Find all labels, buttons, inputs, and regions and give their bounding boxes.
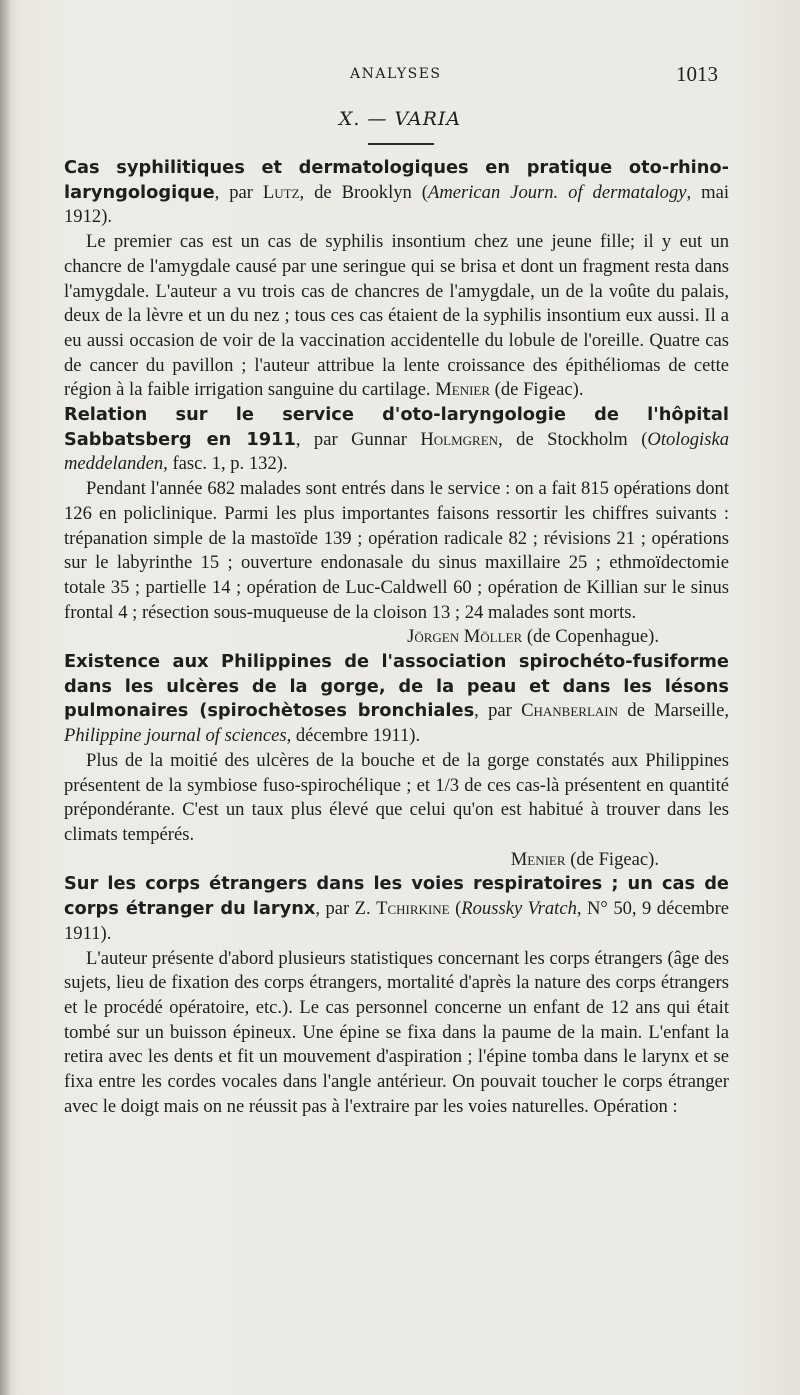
article-1-place: , de Brooklyn ( [299, 181, 428, 203]
article-2-signature-place: (de Copenhague). [522, 626, 659, 648]
article-2-author: Holmgren [420, 428, 499, 450]
article-2-date: , fasc. 1, p. 132). [163, 453, 288, 475]
article-4-title: Sur les corps étrangers dans les voies respiratoires ; un cas de corps étranger du larynx [64, 873, 729, 920]
article-2-title: Relation sur le service d'oto-laryngologie de l'hôpital Sabbatsberg en 1911 [64, 404, 729, 450]
article-2 [64, 403, 729, 650]
article-2-signature [64, 625, 729, 650]
article-3-title: Existence aux Philippines de l'association spirochéto-fusiforme dans les ulcères de la gorge, de la peau et dans les lésons pulmonaires (spirochètoses bronchiales [64, 651, 729, 722]
article-2-body: Pendant l'année 682 malades sont entrés dans le service : on a fait 815 opérations dont 126 en policlinique. Parmi les plus importantes faisons ressortir les chiffres suivants : trépanation simple de la mastoïde 139 ; opération radicale 82 ; révisions 21 ; opérations sur le labyrinthe 15 ; ouverture endonasale du sinus maxillaire 25 ; ethmoïdectomie totale 35 ; partielle 14 ; opération de Luc-Caldwell 60 ; opération de Killian sur le sinus frontal 4 ; résection sous-muqueuse de la cloison 13 ; 24 malades sont morts. [64, 478, 729, 623]
article-4-heading [64, 872, 729, 946]
article-1-body [64, 230, 729, 403]
page-header [0, 62, 800, 88]
article-3-signature-place: (de Figeac). [565, 848, 659, 870]
article-1 [64, 156, 729, 403]
article-3-signature-name: Menier [510, 848, 566, 870]
article-3-journal: Philippine journal of sciences [64, 725, 287, 747]
article-2-place: , de Stockholm ( [498, 428, 648, 450]
article-1-title: Cas syphilitiques et dermatologiques en pratique oto-rhino-laryngologique [64, 157, 729, 203]
section-title: X. — VARIA [338, 108, 462, 130]
article-4-body: L'auteur présente d'abord plusieurs statistiques concernant les corps étrangers (âge des sujets, lieu de fixation des corps étrangers, mortalité d'après la nature des corps étrangers et le procédé opératoire, etc.). Le cas personnel concerne un enfant de 12 ans qui était tombé sur un buisson épineux. Une épine se fixa dans la paume de la main. L'enfant la retira avec les dents et fit un mouvement d'aspiration ; l'épine tomba dans le larynx et se fixa entre les cordes vocales dans l'angle antérieur. On pouvait toucher le corps étranger avec le doigt mais on ne réussit pas à l'extraire par les voies naturelles. Opération : [64, 947, 729, 1117]
article-4-by: , par Z. [315, 898, 377, 920]
article-2-by: , par Gunnar [295, 428, 421, 450]
article-1-body-text: Le premier cas est un cas de syphilis insontium chez une jeune fille; il y eut un chancre de l'amygdale causé par une seringue qui se brisa et dont un fragment resta dans l'amygdale. L'auteur a vu trois cas de chancres de l'amygdale, un de la voûte du palais, deux de la lèvre et un du nez ; tous ces cas étaient de la syphilis insontium eux aussi. Il a eu aussi occasion de voir de la vaccination accidentelle du lobule de l'oreille. Quatre cas de cancer du pavillon ; l'auteur attribue la lente croissance des épithéliomas de cette région à la faible irrigation sanguine du cartilage. [64, 231, 729, 401]
article-1-date: , mai 1912). [64, 181, 729, 228]
article-4 [64, 872, 729, 1119]
article-1-signature-name: Menier [435, 379, 491, 401]
article-3-by: , par [474, 700, 522, 722]
running-head: ANALYSES [350, 66, 442, 82]
article-1-by: , par [214, 181, 263, 203]
article-2-signature-name: Jörgen Möller [407, 626, 523, 648]
article-column [64, 156, 729, 1119]
article-3-heading [64, 650, 729, 749]
section-rule [368, 143, 434, 145]
page-spine-shadow [0, 0, 10, 1395]
article-4-author: Tchirkine [376, 898, 450, 920]
article-3-author: Chanberlain [521, 700, 619, 722]
article-1-journal: American Journ. of dermatalogy [427, 181, 687, 203]
article-1-signature-place: (de Figeac). [490, 379, 584, 401]
article-4-date: , N° 50, 9 décembre 1911). [64, 898, 730, 944]
article-2-heading [64, 403, 729, 477]
article-1-author: Lutz [262, 181, 300, 203]
article-1-heading [64, 156, 729, 230]
article-3-body: Plus de la moitié des ulcères de la bouche et de la gorge constatés aux Philippines présentent de la symbiose fuso-spirochélique ; et 1/3 de ces cas-là présentent en quantité prépondérante. C'est un taux plus élevé que celui qu'on est habitué à trouver dans les climats tempérés. [64, 749, 729, 845]
article-3-date: , décembre 1911). [286, 725, 421, 747]
article-3 [64, 650, 729, 872]
article-4-journal: Roussky Vratch [461, 898, 577, 920]
page-number: 1013 [676, 62, 718, 86]
article-3-place: de Marseille, [618, 700, 729, 722]
article-4-place: ( [449, 898, 462, 920]
article-3-signature [64, 848, 729, 873]
article-2-journal: Otologiska meddelanden [64, 428, 729, 475]
